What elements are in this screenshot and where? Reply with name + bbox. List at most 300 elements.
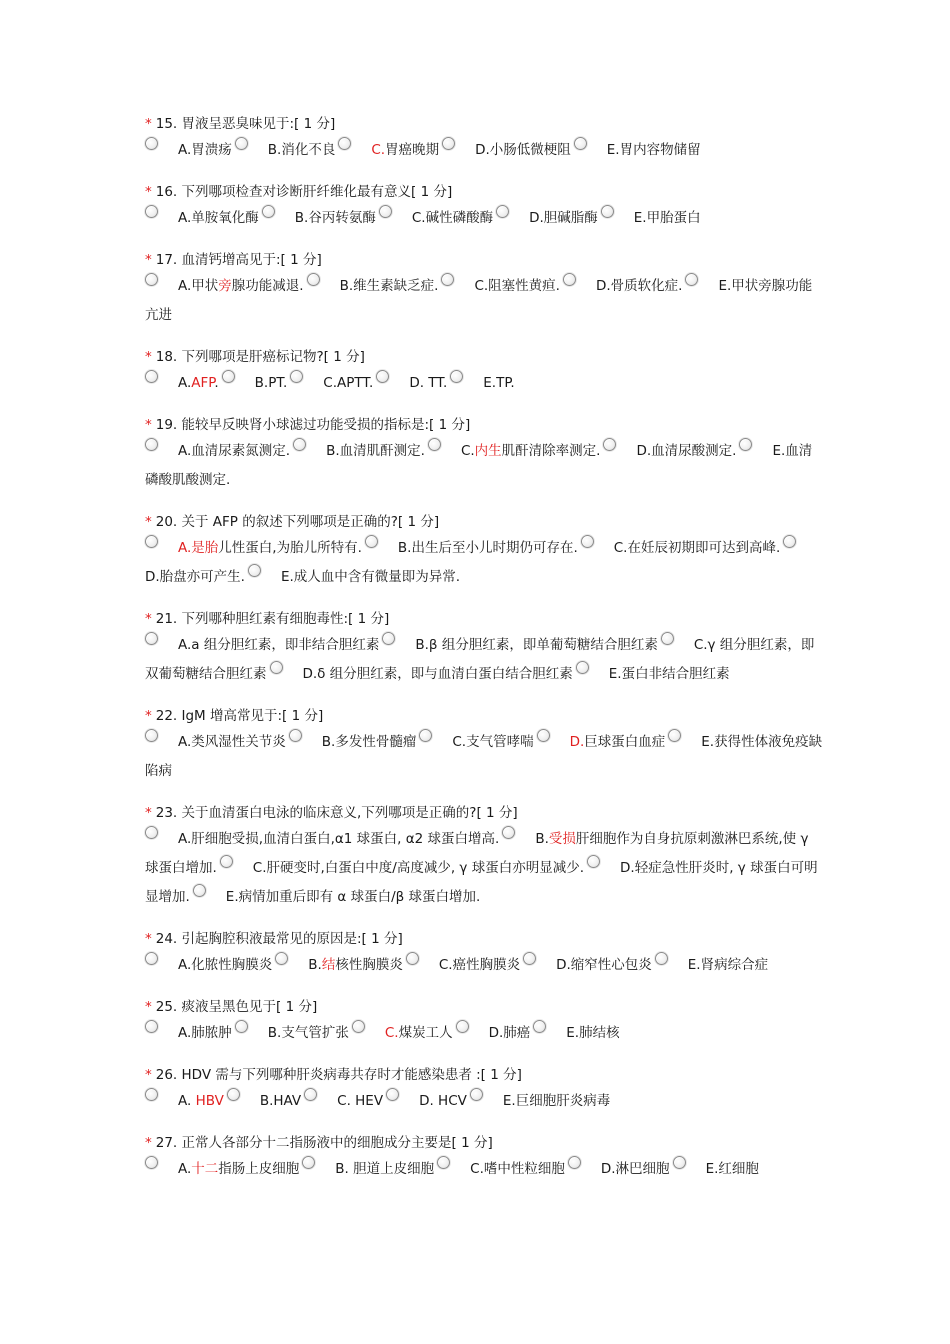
radio-button[interactable] [220,855,233,868]
answer-option[interactable] [232,1025,349,1041]
required-asterisk: * [145,1135,152,1151]
required-asterisk: * [145,611,152,627]
radio-button[interactable] [248,564,261,577]
option-label [398,540,578,556]
radio-button[interactable] [568,1156,581,1169]
option-text: E.TP. [483,375,515,391]
option-text: C. HEV [337,1093,384,1109]
option-text: 指肠上皮细胞 [218,1161,300,1177]
answer-option[interactable] [534,734,666,750]
question-stem [145,1133,825,1153]
question-text: 19. 能较早反映肾小球滤过功能受损的指标是:[ 1 分] [155,417,471,433]
option-text: E.甲状旁腺功能亢进 [145,278,813,323]
option-label [489,1025,531,1041]
option-text: B.PT. [254,375,288,391]
radio-button[interactable] [739,438,752,451]
radio-button[interactable] [450,370,463,383]
option-text: B.血清肌酐测定. [326,443,425,459]
required-asterisk: * [145,708,152,724]
answer-option[interactable] [560,278,682,294]
radio-button[interactable] [275,952,288,965]
option-label [178,278,304,294]
option-text: E.血清磷酸肌酸测定. [145,443,813,488]
answer-option[interactable] [145,637,379,653]
answer-option[interactable] [598,210,701,226]
option-text: A.化脓性胸膜炎 [178,957,273,973]
answer-option[interactable] [573,666,730,682]
option-text: D.缩窄性心包炎 [556,957,652,973]
radio-button[interactable] [193,884,206,897]
radio-button[interactable] [145,137,158,150]
radio-button[interactable] [382,632,395,645]
option-list [145,437,825,495]
option-list [145,1019,825,1048]
answer-option[interactable] [349,1025,453,1041]
question-stem [145,803,825,823]
option-text: A.血清尿素氮测定. [178,443,291,459]
option-text: E.甲胎蛋白 [633,210,701,226]
question [145,415,825,495]
option-text: 核性胸膜炎 [335,957,403,973]
answer-option[interactable] [190,889,481,905]
radio-button[interactable] [145,535,158,548]
answer-option[interactable] [403,957,520,973]
option-text: C.癌性胸膜炎 [438,957,521,973]
option-text: B.HAV [259,1093,302,1109]
question-text: 25. 痰液呈黑色见于[ 1 分] [155,999,318,1015]
radio-button[interactable] [386,1088,399,1101]
radio-button[interactable] [376,370,389,383]
answer-option[interactable] [217,860,584,876]
answer-option[interactable] [267,666,573,682]
option-text: B.维生素缺乏症. [339,278,439,294]
radio-button[interactable] [307,273,320,286]
answer-option[interactable] [383,1093,467,1109]
option-label [529,210,598,226]
option-label [566,1025,619,1041]
option-label [340,278,439,294]
question [145,512,825,592]
option-text: D. HCV [419,1093,467,1109]
option-list [145,534,825,592]
highlighted-text: A.是胎 [178,540,219,556]
option-text: A.类风湿性关节炎 [178,734,286,750]
option-text: C.碱性磷酸酶 [411,210,494,226]
radio-button[interactable] [145,370,158,383]
radio-button[interactable] [145,826,158,839]
required-asterisk: * [145,184,152,200]
option-list [145,136,825,165]
option-list [145,369,825,398]
option-label [303,666,573,682]
radio-button[interactable] [574,137,587,150]
answer-option[interactable] [145,734,286,750]
option-text: C.阻塞性黄疸. [474,278,560,294]
option-label [268,1025,349,1041]
option-label [281,569,460,585]
option-label [470,1161,565,1177]
option-text: C.支气管哮喘 [452,734,534,750]
option-label [178,142,232,158]
radio-button[interactable] [145,273,158,286]
option-label [145,569,245,585]
highlighted-text: 旁 [218,278,232,294]
option-text: D.轻症急性肝炎时, γ 球蛋白可明显增加. [145,860,818,905]
answer-option[interactable] [145,1161,299,1177]
answer-option[interactable] [578,540,781,556]
answer-option[interactable] [259,210,376,226]
answer-option[interactable] [301,1093,383,1109]
answer-option[interactable] [376,210,493,226]
option-text: A.单胺氧化酶 [178,210,259,226]
option-text: 儿性蛋白,为胎儿所特有. [218,540,362,556]
radio-button[interactable] [533,1020,546,1033]
question-text: 20. 关于 AFP 的叙述下列哪项是正确的?[ 1 分] [155,514,440,530]
option-text: 胃癌晚期 [385,142,440,158]
radio-button[interactable] [145,1088,158,1101]
answer-option[interactable] [447,375,514,391]
answer-option[interactable] [530,1025,619,1041]
option-text: D.血清尿酸测定. [636,443,737,459]
option-label [439,957,520,973]
radio-button[interactable] [655,952,668,965]
question [145,347,825,398]
answer-option[interactable] [571,142,701,158]
answer-option[interactable] [145,957,272,973]
radio-button[interactable] [442,137,455,150]
question [145,250,825,330]
option-text: E.红细胞 [705,1161,759,1177]
question-text: 23. 关于血清蛋白电泳的临床意义,下列哪项是正确的?[ 1 分] [155,805,518,821]
question-text: 21. 下列哪种胆红素有细胞毒性:[ 1 分] [155,611,390,627]
option-text: B. [308,957,322,973]
option-label [556,957,652,973]
answer-option[interactable] [467,1093,610,1109]
radio-button[interactable] [685,273,698,286]
radio-button[interactable] [145,1020,158,1033]
option-text: E.病情加重后即有 α 球蛋白/β 球蛋白增加. [225,889,481,905]
option-text: B. [535,831,549,847]
option-label [419,1093,467,1109]
option-list [145,204,825,233]
option-text: B.多发性骨髓瘤 [321,734,417,750]
question [145,706,825,786]
option-label [503,1093,610,1109]
option-text: A.a 组分胆红素，即非结合胆红素 [178,637,380,653]
radio-button[interactable] [661,632,674,645]
answer-option[interactable] [416,734,533,750]
option-list [145,272,825,330]
radio-button[interactable] [289,729,302,742]
question [145,803,825,912]
radio-button[interactable] [563,273,576,286]
answer-option[interactable] [453,1025,531,1041]
option-text: 肌酐清除率测定. [501,443,601,459]
question-text: 16. 下列哪项检查对诊断肝纤维化最有意义[ 1 分] [155,184,453,200]
radio-button[interactable] [668,729,681,742]
answer-option[interactable] [287,375,373,391]
option-text: D.小肠低微梗阻 [475,142,571,158]
answer-option[interactable] [145,1025,232,1041]
radio-button[interactable] [379,205,392,218]
answer-option[interactable] [439,142,571,158]
answer-option[interactable] [299,1161,434,1177]
option-label [226,889,481,905]
radio-button[interactable] [222,370,235,383]
answer-option[interactable] [425,443,601,459]
answer-option[interactable] [434,1161,565,1177]
radio-button[interactable] [338,137,351,150]
radio-button[interactable] [603,438,616,451]
radio-button[interactable] [537,729,550,742]
answer-option[interactable] [145,375,219,391]
option-text: 腺功能减退. [231,278,304,294]
question-stem [145,512,825,532]
option-text: C. [460,443,475,459]
option-text: D. TT. [409,375,448,391]
option-label [178,957,272,973]
option-list [145,728,825,786]
required-asterisk: * [145,349,152,365]
question-stem [145,347,825,367]
highlighted-text: 结 [321,957,336,973]
required-asterisk: * [145,514,152,530]
option-text: A. [178,1093,196,1109]
option-label [255,375,288,391]
option-list [145,1155,825,1184]
radio-button[interactable] [227,1088,240,1101]
option-label [570,734,666,750]
option-label [371,142,439,158]
option-text: D.骨质软化症. [595,278,683,294]
option-label [409,375,447,391]
radio-button[interactable] [523,952,536,965]
answer-option[interactable] [145,210,259,226]
option-list [145,951,825,980]
highlighted-text: AFP [191,375,215,391]
radio-button[interactable] [270,661,283,674]
option-text: B.出生后至小儿时期仍可存在. [397,540,578,556]
option-label [634,210,701,226]
option-list [145,631,825,689]
highlighted-text: 十二 [191,1161,219,1177]
radio-button[interactable] [581,535,594,548]
option-text: 肝细胞作为自身抗原刺激淋巴系统,使 γ 球蛋白增加. [145,831,809,876]
option-text: D.淋巴细胞 [600,1161,670,1177]
radio-button[interactable] [365,535,378,548]
highlighted-text: 受损 [548,831,576,847]
answer-option[interactable] [145,443,290,459]
question [145,182,825,233]
answer-option[interactable] [272,957,403,973]
radio-button[interactable] [576,661,589,674]
option-label [614,540,781,556]
answer-option[interactable] [600,443,736,459]
option-label [178,1093,224,1109]
radio-button[interactable] [601,205,614,218]
radio-button[interactable] [290,370,303,383]
answer-option[interactable] [145,831,499,847]
question [145,929,825,980]
option-label [326,443,425,459]
option-text: B.支气管扩张 [267,1025,349,1041]
question-stem [145,706,825,726]
radio-button[interactable] [145,729,158,742]
option-label [322,734,417,750]
radio-button[interactable] [673,1156,686,1169]
question-stem [145,929,825,949]
question-stem [145,1065,825,1085]
option-label [178,637,379,653]
answer-option[interactable] [145,540,362,556]
option-label [706,1161,759,1177]
option-text: C.肝硬变时,白蛋白中度/高度减少, γ 球蛋白亦明显减少. [252,860,585,876]
radio-button[interactable] [437,1156,450,1169]
option-label [253,860,584,876]
option-label [601,1161,670,1177]
question-stem [145,415,825,435]
answer-option[interactable] [286,734,417,750]
option-text: E.蛋白非结合胆红素 [608,666,730,682]
answer-option[interactable] [493,210,598,226]
answer-option[interactable] [145,278,304,294]
question-text: 27. 正常人各部分十二指肠液中的细胞成分主要是[ 1 分] [155,1135,493,1151]
radio-button[interactable] [262,205,275,218]
radio-button[interactable] [470,1088,483,1101]
question-text: 24. 引起胸腔积液最常见的原因是:[ 1 分] [155,931,403,947]
question [145,114,825,165]
option-label [295,210,376,226]
radio-button[interactable] [235,1020,248,1033]
radio-button[interactable] [293,438,306,451]
radio-button[interactable] [235,137,248,150]
answer-option[interactable] [290,443,425,459]
option-label [308,957,403,973]
option-label [636,443,736,459]
option-text: E.获得性体液免疫缺陷病 [145,734,823,779]
option-text: E.成人血中含有微量即为异常. [280,569,461,585]
radio-button[interactable] [587,855,600,868]
option-text: A. [178,1161,192,1177]
answer-option[interactable] [224,1093,301,1109]
answer-option[interactable] [520,957,652,973]
answer-option[interactable] [304,278,439,294]
question-text: 22. IgM 增高常见于:[ 1 分] [155,708,324,724]
answer-option[interactable] [379,637,657,653]
option-text: B.消化不良 [267,142,336,158]
quiz-document [145,114,825,1201]
radio-button[interactable] [428,438,441,451]
option-label [483,375,514,391]
radio-button[interactable] [145,438,158,451]
answer-option[interactable] [145,142,232,158]
radio-button[interactable] [502,826,515,839]
radio-button[interactable] [145,205,158,218]
option-text: 煤炭工人 [398,1025,453,1041]
option-text: D.肺癌 [488,1025,531,1041]
answer-option[interactable] [335,142,439,158]
option-text: D.胎盘亦可产生. [145,569,245,585]
option-text: . [214,375,219,391]
radio-button[interactable] [419,729,432,742]
radio-button[interactable] [496,205,509,218]
option-label [178,375,219,391]
highlighted-text: D. [569,734,585,750]
option-label [178,540,362,556]
radio-button[interactable] [145,1156,158,1169]
option-label [178,1161,299,1177]
answer-option[interactable] [438,278,560,294]
answer-option[interactable] [232,142,336,158]
option-text: D.δ 组分胆红素，即与血清白蛋白结合胆红素 [302,666,573,682]
option-label [412,210,493,226]
option-label [178,210,259,226]
question-stem [145,250,825,270]
radio-button[interactable] [145,952,158,965]
answer-option[interactable] [145,1093,224,1109]
question [145,997,825,1048]
option-label [260,1093,301,1109]
question-stem [145,609,825,629]
radio-button[interactable] [441,273,454,286]
radio-button[interactable] [406,952,419,965]
answer-option[interactable] [565,1161,670,1177]
option-label [178,443,290,459]
option-text: E.巨细胞肝炎病毒 [502,1093,611,1109]
question [145,1133,825,1184]
option-label [178,1025,232,1041]
option-label [385,1025,453,1041]
answer-option[interactable] [652,957,768,973]
highlighted-text: C. [384,1025,399,1041]
option-text: A. [178,375,192,391]
option-text: E.胃内容物储留 [606,142,701,158]
radio-button[interactable] [145,632,158,645]
question [145,609,825,689]
radio-button[interactable] [783,535,796,548]
answer-option[interactable] [373,375,447,391]
highlighted-text: HBV [195,1093,224,1109]
answer-option[interactable] [362,540,578,556]
question [145,1065,825,1116]
option-list [145,1087,825,1116]
option-label [337,1093,383,1109]
option-label [178,734,286,750]
question-stem [145,182,825,202]
radio-button[interactable] [302,1156,315,1169]
option-label [596,278,682,294]
answer-option[interactable] [219,375,288,391]
radio-button[interactable] [304,1088,317,1101]
option-text: E.肾病综合症 [687,957,769,973]
answer-option[interactable] [670,1161,759,1177]
answer-option[interactable] [245,569,460,585]
option-text: A.胃溃疡 [178,142,232,158]
question-text: 15. 胃液呈恶臭味见于:[ 1 分] [155,116,336,132]
required-asterisk: * [145,999,152,1015]
radio-button[interactable] [456,1020,469,1033]
question-stem [145,997,825,1017]
option-text: C.APTT. [323,375,374,391]
radio-button[interactable] [352,1020,365,1033]
option-label [178,831,499,847]
option-text: B.β 组分胆红素，即单葡萄糖结合胆红素 [415,637,658,653]
option-label [688,957,768,973]
option-label [323,375,373,391]
option-label [474,278,560,294]
option-list [145,825,825,912]
required-asterisk: * [145,1067,152,1083]
